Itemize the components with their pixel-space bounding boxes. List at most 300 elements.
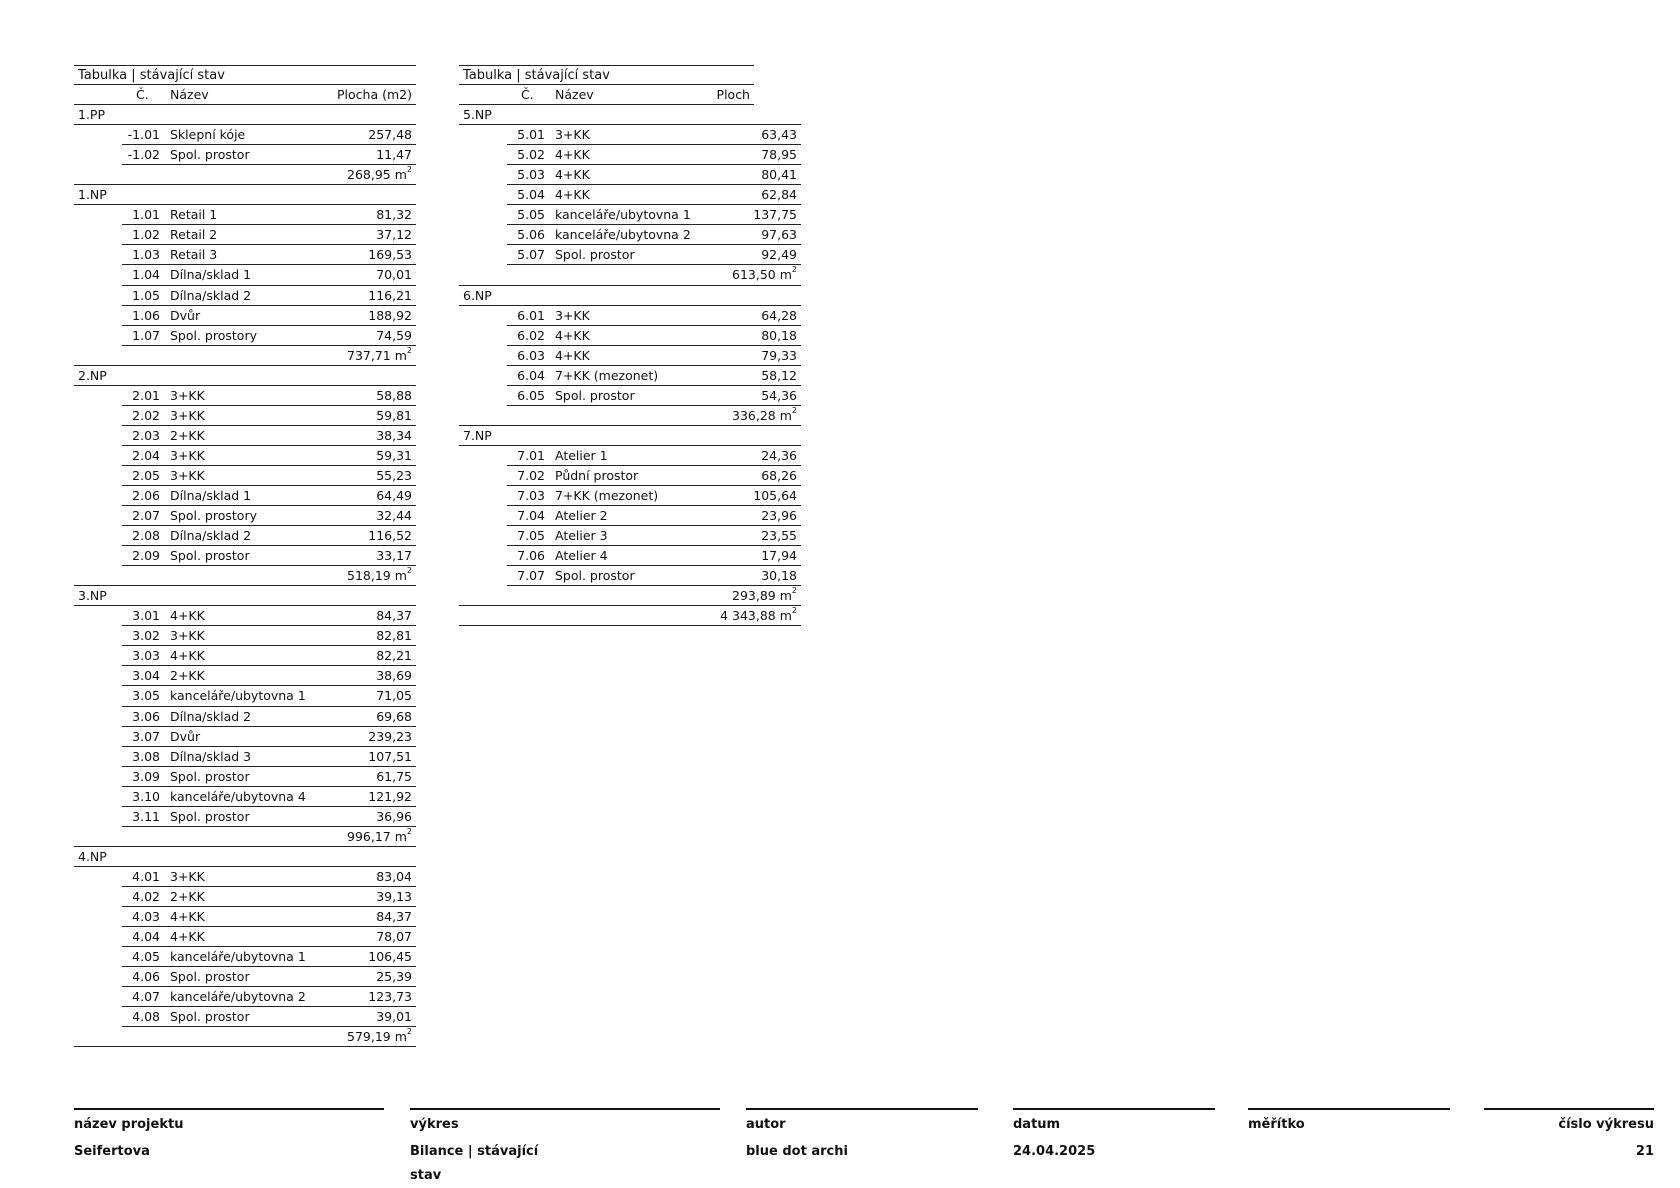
table-left <box>74 65 416 1047</box>
room-name: 4+KK <box>170 929 205 945</box>
room-name: kanceláře/ubytovna 1 <box>170 949 306 965</box>
table-right <box>459 65 801 626</box>
room-number: -1.02 <box>127 147 160 163</box>
room-number: 2.04 <box>132 447 160 463</box>
table-row <box>122 907 416 927</box>
table-row <box>507 386 801 406</box>
section-label: 6.NP <box>463 287 492 303</box>
section-row <box>74 105 416 125</box>
room-name: Spol. prostor <box>555 247 635 263</box>
header-nazev: Název <box>170 87 209 103</box>
room-name: 3+KK <box>170 387 205 403</box>
table-row <box>507 326 801 346</box>
section-total-value: 996,17 m <box>347 828 407 844</box>
drawing-value-1: Bilance | stávající <box>410 1144 539 1159</box>
table-row <box>507 486 801 506</box>
table-row <box>122 626 416 646</box>
table-row <box>122 466 416 486</box>
room-number: 7.07 <box>517 568 545 584</box>
room-name: 3+KK <box>170 407 205 423</box>
room-name: 3+KK <box>555 307 590 323</box>
room-number: 7.05 <box>517 528 545 544</box>
room-area: 84,37 <box>376 608 412 624</box>
room-name: Půdní prostor <box>555 467 639 483</box>
section-total-row <box>459 586 801 606</box>
room-area: 33,17 <box>376 548 412 564</box>
table-title-row <box>74 65 416 85</box>
room-number: 2.02 <box>132 407 160 423</box>
room-area: 239,23 <box>368 728 412 744</box>
room-name: Spol. prostor <box>170 548 250 564</box>
room-area: 64,49 <box>376 487 412 503</box>
room-number: 2.06 <box>132 487 160 503</box>
table-row <box>122 265 416 285</box>
section-total-value: 737,71 m <box>347 347 407 363</box>
table-row <box>122 205 416 225</box>
room-name: Atelier 1 <box>555 447 608 463</box>
section-total-row <box>74 165 416 185</box>
table-header-row <box>459 85 754 105</box>
room-name: 3+KK <box>170 447 205 463</box>
room-name: 2+KK <box>170 888 205 904</box>
room-area: 121,92 <box>368 788 412 804</box>
table-row <box>507 466 801 486</box>
room-area: 59,31 <box>376 447 412 463</box>
section-total <box>347 165 412 185</box>
room-name: Atelier 4 <box>555 548 608 564</box>
room-name: Dílna/sklad 2 <box>170 287 252 303</box>
room-area: 71,05 <box>376 688 412 704</box>
room-number: 3.07 <box>132 728 160 744</box>
room-name: Spol. prostor <box>555 387 635 403</box>
room-area: 62,84 <box>761 187 797 203</box>
date-label: datum <box>1013 1117 1061 1132</box>
room-number: 4.05 <box>132 949 160 965</box>
table-row <box>507 185 801 205</box>
table-row <box>122 666 416 686</box>
room-number: 5.04 <box>517 187 545 203</box>
room-name: 4+KK <box>555 167 590 183</box>
table-row <box>507 225 801 245</box>
section-row <box>459 426 801 446</box>
room-number: 2.01 <box>132 387 160 403</box>
room-number: 4.06 <box>132 969 160 985</box>
section-row <box>74 366 416 386</box>
table-row <box>507 366 801 386</box>
room-name: Atelier 3 <box>555 528 608 544</box>
section-row <box>74 586 416 606</box>
section-total <box>347 566 412 586</box>
room-number: 3.08 <box>132 748 160 764</box>
section-total-value: 268,95 m <box>347 167 407 183</box>
area-unit-sup: 2 <box>406 165 412 175</box>
header-plocha: Ploch <box>716 87 750 103</box>
room-name: 4+KK <box>555 187 590 203</box>
room-number: 7.02 <box>517 467 545 483</box>
room-number: 2.09 <box>132 548 160 564</box>
section-total-value: 613,50 m <box>732 267 792 283</box>
room-area: 58,12 <box>761 367 797 383</box>
table-row <box>507 125 801 145</box>
table-row <box>122 807 416 827</box>
area-unit-sup: 2 <box>791 606 797 616</box>
project-label: název projektu <box>74 1117 184 1132</box>
header-cislo: Č. <box>521 87 534 103</box>
room-area: 116,21 <box>368 287 412 303</box>
room-number: 2.07 <box>132 508 160 524</box>
area-unit-sup: 2 <box>406 1027 412 1037</box>
section-total-row <box>74 827 416 847</box>
room-name: Spol. prostor <box>170 808 250 824</box>
room-number: 1.07 <box>132 327 160 343</box>
section-total <box>732 586 797 606</box>
table-row <box>122 987 416 1007</box>
area-unit-sup: 2 <box>791 586 797 596</box>
table-row <box>122 526 416 546</box>
room-area: 97,63 <box>761 227 797 243</box>
number-value: 21 <box>1635 1144 1654 1159</box>
room-number: 2.03 <box>132 427 160 443</box>
table-row <box>122 286 416 306</box>
section-total-value: 579,19 m <box>347 1029 407 1045</box>
room-area: 79,33 <box>761 347 797 363</box>
table-row <box>507 446 801 466</box>
area-unit-sup: 2 <box>406 345 412 355</box>
room-area: 137,75 <box>753 207 797 223</box>
room-name: 2+KK <box>170 427 205 443</box>
room-name: Dvůr <box>170 728 201 744</box>
room-area: 17,94 <box>761 548 797 564</box>
footer-scale <box>1248 1108 1450 1140</box>
room-number: 5.06 <box>517 227 545 243</box>
header-nazev: Název <box>555 87 594 103</box>
room-name: Dvůr <box>170 307 201 323</box>
room-name: 4+KK <box>555 147 590 163</box>
room-number: 2.08 <box>132 528 160 544</box>
table-row <box>122 787 416 807</box>
table-title: Tabulka | stávající stav <box>78 68 225 83</box>
room-number: 2.05 <box>132 467 160 483</box>
room-name: kanceláře/ubytovna 2 <box>170 989 306 1005</box>
room-area: 78,07 <box>376 929 412 945</box>
footer-drawing <box>410 1108 720 1188</box>
footer-author <box>746 1108 978 1164</box>
room-number: 3.02 <box>132 628 160 644</box>
table-row <box>122 546 416 566</box>
table-row <box>122 967 416 987</box>
grand-total <box>720 606 797 626</box>
table-header-row <box>74 85 416 105</box>
room-area: 11,47 <box>376 147 412 163</box>
room-number: 7.04 <box>517 508 545 524</box>
room-name: Dílna/sklad 2 <box>170 708 252 724</box>
room-name: 4+KK <box>555 327 590 343</box>
room-name: Dílna/sklad 1 <box>170 487 252 503</box>
author-label: autor <box>746 1117 786 1132</box>
area-unit-sup: 2 <box>791 405 797 415</box>
area-unit-sup: 2 <box>406 566 412 576</box>
section-label: 3.NP <box>78 588 107 604</box>
room-name: Retail 1 <box>170 207 218 223</box>
grand-total-row <box>459 606 801 626</box>
room-number: 7.01 <box>517 447 545 463</box>
table-row <box>507 145 801 165</box>
room-number: 3.09 <box>132 768 160 784</box>
room-area: 59,81 <box>376 407 412 423</box>
room-number: 6.03 <box>517 347 545 363</box>
section-label: 2.NP <box>78 367 107 383</box>
room-area: 38,69 <box>376 668 412 684</box>
room-area: 83,04 <box>376 868 412 884</box>
section-row <box>74 847 416 867</box>
table-title-row <box>459 65 754 85</box>
room-name: 4+KK <box>170 908 205 924</box>
room-area: 30,18 <box>761 568 797 584</box>
room-area: 188,92 <box>368 307 412 323</box>
section-total-row <box>74 346 416 366</box>
room-number: 4.04 <box>132 929 160 945</box>
room-area: 80,41 <box>761 167 797 183</box>
table-row <box>122 125 416 145</box>
table-row <box>122 145 416 165</box>
table-row <box>507 245 801 265</box>
room-name: Spol. prostor <box>170 768 250 784</box>
room-area: 24,36 <box>761 447 797 463</box>
section-row <box>459 105 801 125</box>
table-row <box>122 686 416 706</box>
room-number: 6.02 <box>517 327 545 343</box>
room-name: 3+KK <box>555 127 590 143</box>
room-area: 80,18 <box>761 327 797 343</box>
room-number: 1.01 <box>132 207 160 223</box>
room-number: -1.01 <box>127 127 160 143</box>
room-name: 2+KK <box>170 668 205 684</box>
room-area: 106,45 <box>368 949 412 965</box>
room-number: 4.07 <box>132 989 160 1005</box>
room-name: kanceláře/ubytovna 4 <box>170 788 306 804</box>
table-row <box>122 747 416 767</box>
table-row <box>122 326 416 346</box>
section-row <box>74 185 416 205</box>
room-name: kanceláře/ubytovna 1 <box>555 207 691 223</box>
room-number: 5.07 <box>517 247 545 263</box>
footer-date <box>1013 1108 1215 1164</box>
room-area: 82,81 <box>376 628 412 644</box>
room-area: 23,96 <box>761 508 797 524</box>
room-number: 3.10 <box>132 788 160 804</box>
section-label: 1.PP <box>78 107 106 123</box>
table-row <box>122 386 416 406</box>
table-row <box>122 486 416 506</box>
room-number: 3.01 <box>132 608 160 624</box>
room-area: 70,01 <box>376 267 412 283</box>
section-total-value: 336,28 m <box>732 407 792 423</box>
room-name: Retail 2 <box>170 227 218 243</box>
room-number: 7.06 <box>517 548 545 564</box>
table-row <box>122 446 416 466</box>
section-total-value: 518,19 m <box>347 568 407 584</box>
table-row <box>507 165 801 185</box>
room-number: 1.02 <box>132 227 160 243</box>
table-row <box>122 506 416 526</box>
room-name: Sklepní kóje <box>170 127 246 143</box>
room-area: 169,53 <box>368 247 412 263</box>
room-name: Spol. prostor <box>170 969 250 985</box>
section-total-row <box>74 1027 416 1047</box>
section-label: 5.NP <box>463 107 492 123</box>
section-label: 4.NP <box>78 848 107 864</box>
header-plocha: Plocha (m2) <box>337 87 412 103</box>
section-label: 1.NP <box>78 187 107 203</box>
room-area: 84,37 <box>376 908 412 924</box>
room-area: 55,23 <box>376 467 412 483</box>
table-row <box>122 606 416 626</box>
room-area: 69,68 <box>376 708 412 724</box>
section-total-row <box>459 265 801 285</box>
room-area: 116,52 <box>368 528 412 544</box>
room-area: 37,12 <box>376 227 412 243</box>
section-total-row <box>459 406 801 426</box>
room-name: Spol. prostory <box>170 508 257 524</box>
room-number: 1.05 <box>132 287 160 303</box>
room-number: 6.04 <box>517 367 545 383</box>
section-total <box>732 406 797 426</box>
room-number: 3.04 <box>132 668 160 684</box>
room-number: 5.02 <box>517 147 545 163</box>
room-number: 5.03 <box>517 167 545 183</box>
room-number: 4.02 <box>132 888 160 904</box>
room-area: 68,26 <box>761 467 797 483</box>
table-row <box>122 887 416 907</box>
room-name: 7+KK (mezonet) <box>555 487 659 503</box>
room-name: Dílna/sklad 3 <box>170 748 252 764</box>
room-area: 74,59 <box>376 327 412 343</box>
room-area: 23,55 <box>761 528 797 544</box>
room-name: 4+KK <box>555 347 590 363</box>
header-cislo: Č. <box>136 87 149 103</box>
room-number: 5.05 <box>517 207 545 223</box>
section-total-row <box>74 566 416 586</box>
room-name: Dílna/sklad 1 <box>170 267 252 283</box>
room-number: 4.08 <box>132 1009 160 1025</box>
room-area: 58,88 <box>376 387 412 403</box>
room-number: 1.04 <box>132 267 160 283</box>
room-number: 3.05 <box>132 688 160 704</box>
author-value: blue dot archi <box>746 1144 848 1159</box>
table-row <box>507 506 801 526</box>
room-name: 7+KK (mezonet) <box>555 367 659 383</box>
table-title: Tabulka | stávající stav <box>463 68 610 83</box>
room-name: Spol. prostory <box>170 327 257 343</box>
table-row <box>122 426 416 446</box>
table-row <box>122 707 416 727</box>
room-name: Spol. prostor <box>555 568 635 584</box>
table-row <box>507 205 801 225</box>
table-row <box>122 867 416 887</box>
room-number: 1.03 <box>132 247 160 263</box>
room-name: Spol. prostor <box>170 147 250 163</box>
room-name: kanceláře/ubytovna 1 <box>170 688 306 704</box>
date-value: 24.04.2025 <box>1013 1144 1096 1159</box>
room-number: 3.11 <box>132 808 160 824</box>
room-name: Dílna/sklad 2 <box>170 528 252 544</box>
table-row <box>122 406 416 426</box>
table-row <box>122 225 416 245</box>
table-row <box>122 727 416 747</box>
section-total-value: 293,89 m <box>732 588 792 604</box>
table-row <box>507 546 801 566</box>
table-row <box>122 1007 416 1027</box>
section-total <box>347 827 412 847</box>
room-name: 4+KK <box>170 648 205 664</box>
room-name: 3+KK <box>170 868 205 884</box>
room-area: 123,73 <box>368 989 412 1005</box>
room-number: 4.01 <box>132 868 160 884</box>
room-area: 105,64 <box>753 487 797 503</box>
table-row <box>122 947 416 967</box>
table-row <box>507 566 801 586</box>
room-area: 39,13 <box>376 888 412 904</box>
area-unit-sup: 2 <box>791 265 797 275</box>
room-number: 3.03 <box>132 648 160 664</box>
section-total <box>347 346 412 366</box>
room-number: 6.01 <box>517 307 545 323</box>
footer-number <box>1484 1108 1654 1164</box>
scale-label: měřítko <box>1248 1117 1305 1132</box>
room-area: 257,48 <box>368 127 412 143</box>
room-number: 4.03 <box>132 908 160 924</box>
room-area: 32,44 <box>376 508 412 524</box>
room-area: 38,34 <box>376 427 412 443</box>
room-area: 25,39 <box>376 969 412 985</box>
section-total <box>347 1027 412 1047</box>
section-label: 7.NP <box>463 427 492 443</box>
room-number: 7.03 <box>517 487 545 503</box>
room-name: Atelier 2 <box>555 508 608 524</box>
table-row <box>507 346 801 366</box>
table-row <box>507 306 801 326</box>
room-area: 54,36 <box>761 387 797 403</box>
room-area: 78,95 <box>761 147 797 163</box>
room-area: 81,32 <box>376 207 412 223</box>
grand-total-value: 4 343,88 m <box>720 608 792 624</box>
room-area: 64,28 <box>761 307 797 323</box>
room-area: 61,75 <box>376 768 412 784</box>
project-value: Seifertova <box>74 1144 150 1159</box>
room-name: Retail 3 <box>170 247 218 263</box>
room-area: 82,21 <box>376 648 412 664</box>
section-total <box>732 265 797 285</box>
table-row <box>122 245 416 265</box>
table-row <box>122 306 416 326</box>
room-area: 39,01 <box>376 1009 412 1025</box>
table-row <box>122 646 416 666</box>
table-row <box>122 767 416 787</box>
room-name: 4+KK <box>170 608 205 624</box>
drawing-label: výkres <box>410 1117 459 1132</box>
drawing-value-2: stav <box>410 1168 442 1183</box>
room-area: 92,49 <box>761 247 797 263</box>
room-number: 5.01 <box>517 127 545 143</box>
room-number: 6.05 <box>517 387 545 403</box>
room-name: kanceláře/ubytovna 2 <box>555 227 691 243</box>
room-name: Spol. prostor <box>170 1009 250 1025</box>
room-area: 63,43 <box>761 127 797 143</box>
section-row <box>459 286 801 306</box>
room-number: 3.06 <box>132 708 160 724</box>
room-area: 36,96 <box>376 808 412 824</box>
room-name: 3+KK <box>170 467 205 483</box>
